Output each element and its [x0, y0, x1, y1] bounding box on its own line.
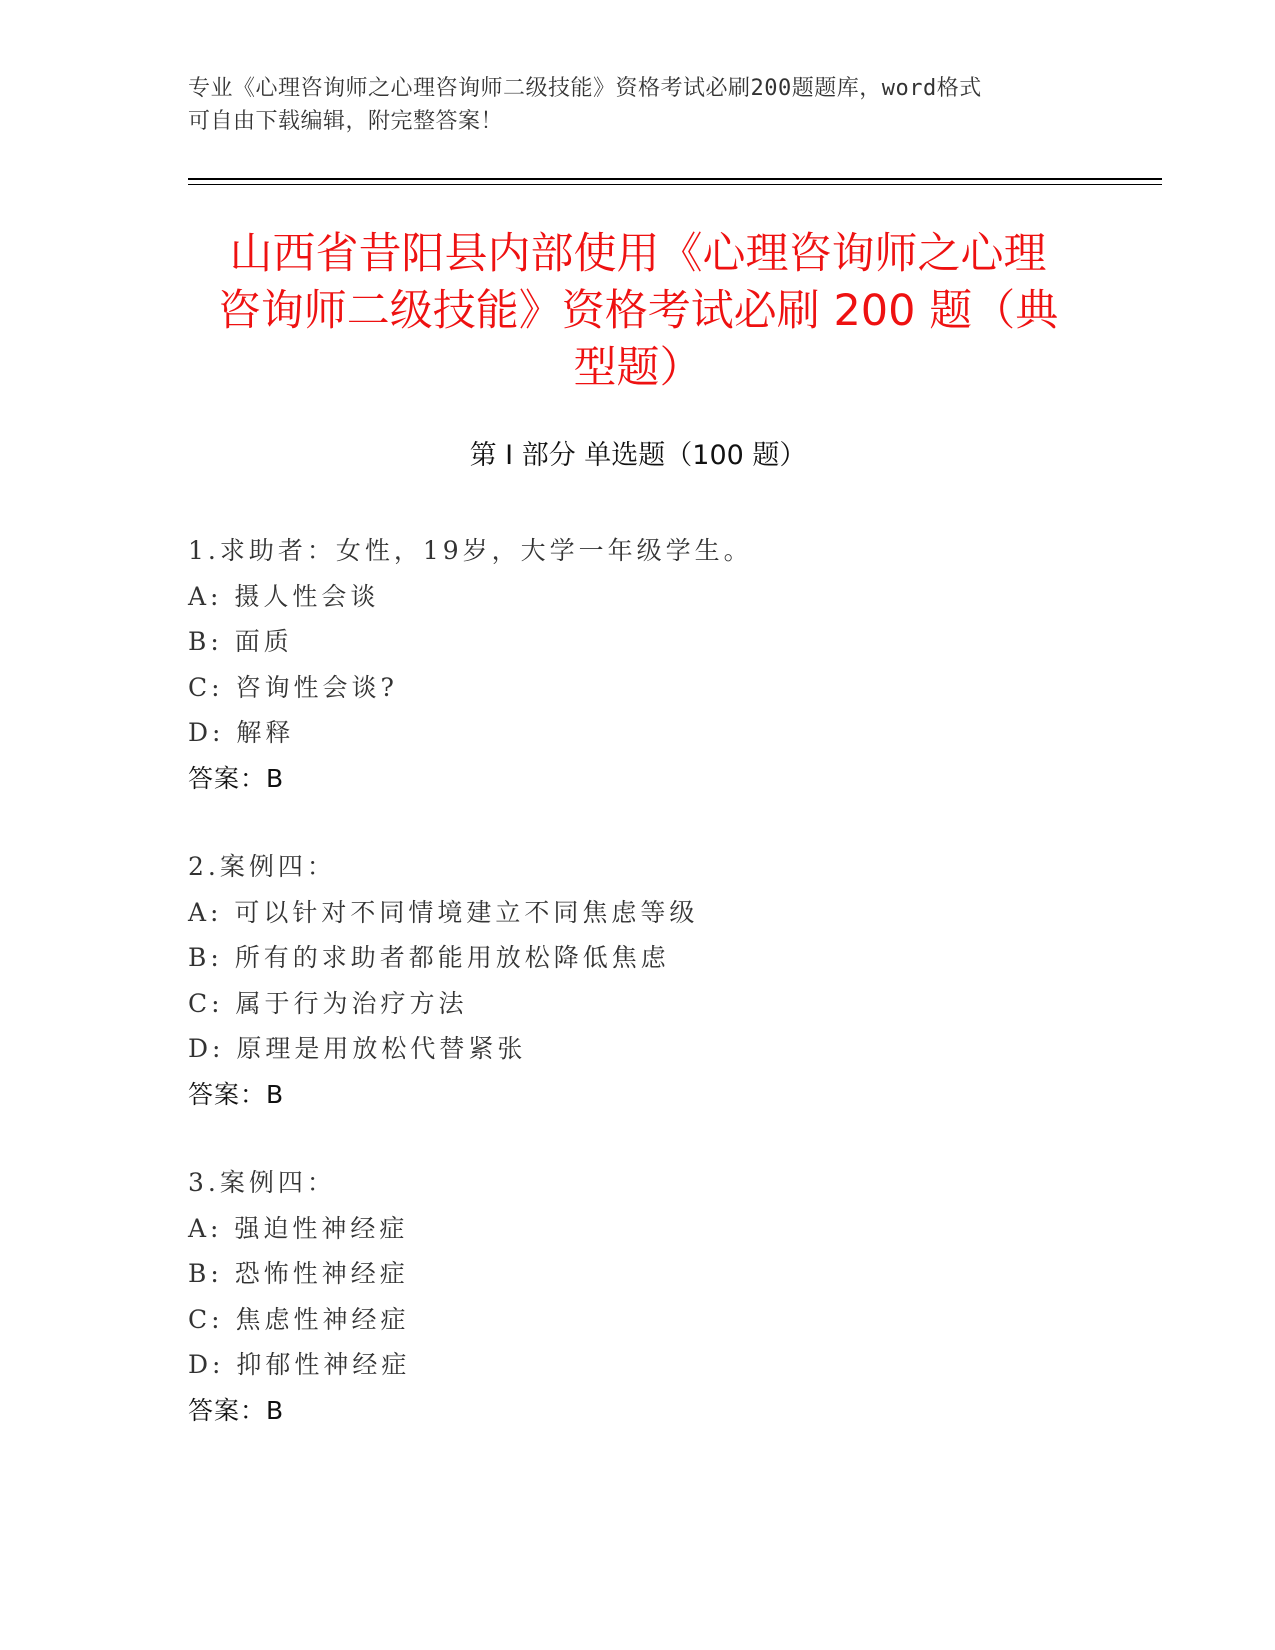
header-note-line-2: 可自由下载编辑，附完整答案！: [188, 109, 504, 134]
option-a: A: 摄人性会谈: [188, 581, 380, 611]
question-1: [188, 528, 1138, 801]
option-b: B: 恐怖性神经症: [188, 1259, 409, 1288]
answer: 答案：B: [188, 1395, 285, 1425]
option-b: B: 所有的求助者都能用放松降低焦虑: [188, 943, 670, 972]
document-title-line-3: 型题）: [573, 343, 703, 393]
header-note: [188, 72, 1088, 138]
option-d: D: 原理是用放松代替紧张: [188, 1034, 527, 1063]
option-c: C: 焦虑性神经症: [188, 1304, 410, 1334]
question-list: [188, 528, 1138, 1476]
question-stem: 2.案例四：: [188, 852, 336, 881]
document-title-line-1: 山西省昔阳县内部使用《心理咨询师之心理: [229, 229, 1047, 279]
document-title-line-2: 咨询师二级技能》资格考试必刷 200 题（典: [217, 286, 1059, 336]
document-title: [188, 226, 1088, 397]
option-d: D: 抑郁性神经症: [188, 1350, 411, 1379]
question-stem: 3.案例四：: [188, 1168, 336, 1197]
option-a: A: 可以针对不同情境建立不同焦虑等级: [188, 897, 699, 927]
answer: 答案：B: [188, 763, 285, 793]
header-divider-thick: [188, 178, 1162, 180]
option-d: D: 解释: [188, 718, 295, 747]
option-c: C: 属于行为治疗方法: [188, 988, 468, 1018]
option-a: A: 强迫性神经症: [188, 1213, 409, 1243]
question-2: [188, 844, 1138, 1117]
option-c: C: 咨询性会谈?: [188, 672, 398, 702]
question-3: [188, 1160, 1138, 1433]
answer: 答案：B: [188, 1079, 285, 1109]
question-stem: 1.求助者：女性，19岁，大学一年级学生。: [188, 536, 753, 565]
header-note-line-1: 专业《心理咨询师之心理咨询师二级技能》资格考试必刷200题题库，word格式: [188, 76, 982, 101]
option-b: B: 面质: [188, 627, 293, 656]
section-title: 第 I 部分 单选题（100 题）: [469, 440, 807, 471]
header-divider-thin: [188, 184, 1162, 185]
